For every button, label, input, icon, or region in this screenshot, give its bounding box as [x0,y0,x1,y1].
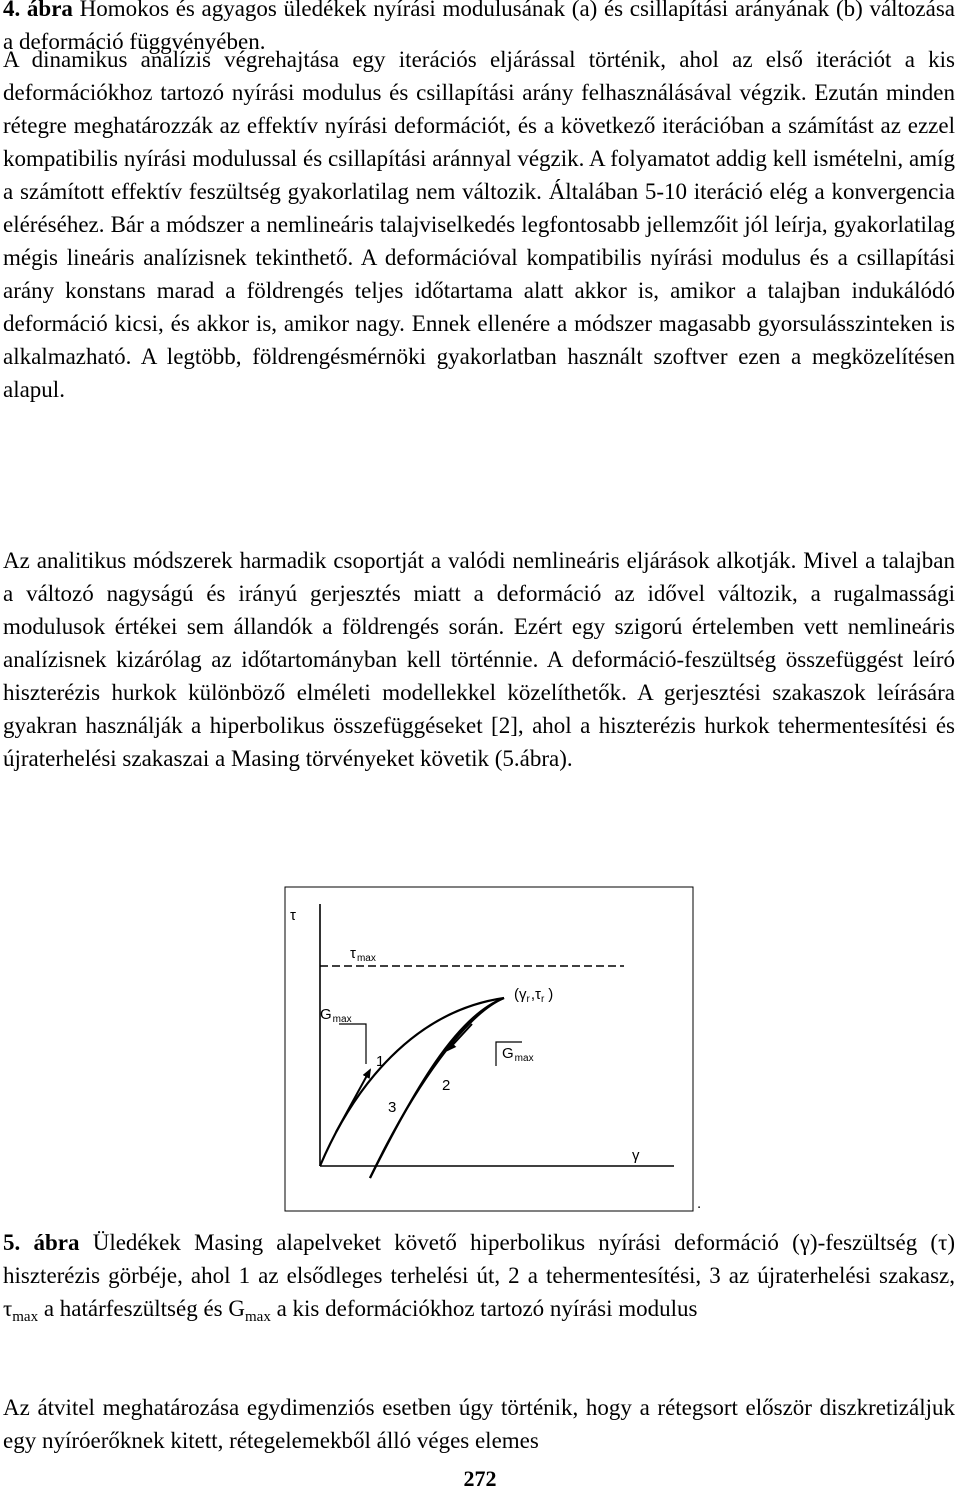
figure-5-caption-sub2: max [245,1309,271,1325]
figure-4-label: 4. ábra [3,0,73,21]
paragraph-transfer: Az átvitel meghatározása egydimenziós esetben úgy történik, hogy a rétegsort először diszkretizáljuk egy nyíróerőknek kitett, rétegelemekből álló véges elemes [3,1395,955,1453]
figure-5-label: 5. ábra [3,1230,80,1255]
loading-arrow [336,1070,370,1132]
unloading-arrow [448,1024,472,1050]
figure-5-caption [3,1226,955,1334]
figure-5-caption-part3: a kis deformációkhoz tartozó nyírási modulus [270,1296,698,1321]
gamma-axis-label: γ [632,1147,640,1164]
tau-axis-label: τ [290,907,296,924]
tau-max-label: $\tau_{max}$ [350,945,376,964]
curve-1-label: 1 [376,1053,385,1070]
figure-5-caption-part1: Üledékek Masing alapelveket követő hiperbolikus nyírási deformáció (γ)-feszültség (τ) hiszterézis görbéje, ahol 1 az elsődleges terhelési út, 2 a tehermentesítési, 3 az újraterhelési szakasz, τ [3,1230,955,1321]
gmax-label-small: $G_{max}$ [320,1006,352,1025]
trailing-dot: . [697,1195,702,1212]
curve-3-reloading [370,998,504,1178]
gmax-slope-triangle-small [339,1024,366,1064]
figure-5-caption-sub1: max [12,1309,39,1325]
paragraph-iteration: A dinamikus analízis végrehajtása egy iterációs eljárással történik, ahol az első iterációt a kis deformációkhoz tartozó nyírási modulus és csillapítási arány felhasználásával végzik. Ezután minden rétegre meghatározzák az effektív nyírási deformációt, és a következő iterációban a számítást az ezzel kompatibilis nyírási modulussal és csillapítási aránnyal végzik. A folyamatot addig kell ismételni, amíg a számított effektív feszültség gyakorlatilag nem változik. Általában 5-10 iteráció elég a konvergencia eléréséhez. Bár a módszer a nemlineáris talajviselkedés legfontosabb jellemzőit jól leírja, gyakorlatilag mégis lineáris analízisnek tekinthető. A deformációval kompatibilis nyírási modulus és a csillapítási arány konstans marad a földrengés teljes időtartama alatt akkor is, amikor a talajban indukálódó deformáció kicsi, és akkor is, amikor nagy. Ennek ellenére a módszer magasabb gyorsulásszinteken is alkalmazható. A legtöbb, földrengésmérnöki gyakorlatban használt szoftver ezen a megközelítésen alapul. [3,47,955,402]
page-number: 272 [463,1466,497,1491]
curve-3-label: 3 [388,1099,397,1116]
curve-2-label: 2 [442,1077,451,1094]
curve-2-unloading [370,998,504,1178]
paragraph-nonlinear: Az analitikus módszerek harmadik csoportját a valódi nemlineáris eljárások alkotják. Mivel a talajban a változó nagyságú és irányú gerjesztés miatt a deformáció az idővel változik, a rugalmassági modulusok értékei sem állandók a földrengés során. Ezért egy szigorú értelemben vett nemlineáris analízisnek kizárólag az időtartományban kell történnie. A deformáció-feszültség összefüggést leíró hiszterézis hurkok különböző elméleti modellekkel közelíthetők. A gerjesztési szakaszok leírására gyakran használják a hiperbolikus összefüggéseket [2], ahol a hiszterézis hurkok tehermentesítési és újraterhelési szakaszai a Masing törvényeket követik (5.ábra). [3,548,955,771]
figure-5-caption-part2: a határfeszültség és G [38,1296,245,1321]
gmax-label-large: $G_{max}$ [502,1045,534,1064]
reversal-point-label: ($\gamma_r,\tau_r$ ) [514,986,554,1005]
figure-4-caption-text: Homokos és agyagos üledékek nyírási modulusának (a) és csillapítási arányának (b) változása a deformáció függvényében. [3,0,956,54]
figure-5-hysteresis-diagram [284,886,734,1226]
